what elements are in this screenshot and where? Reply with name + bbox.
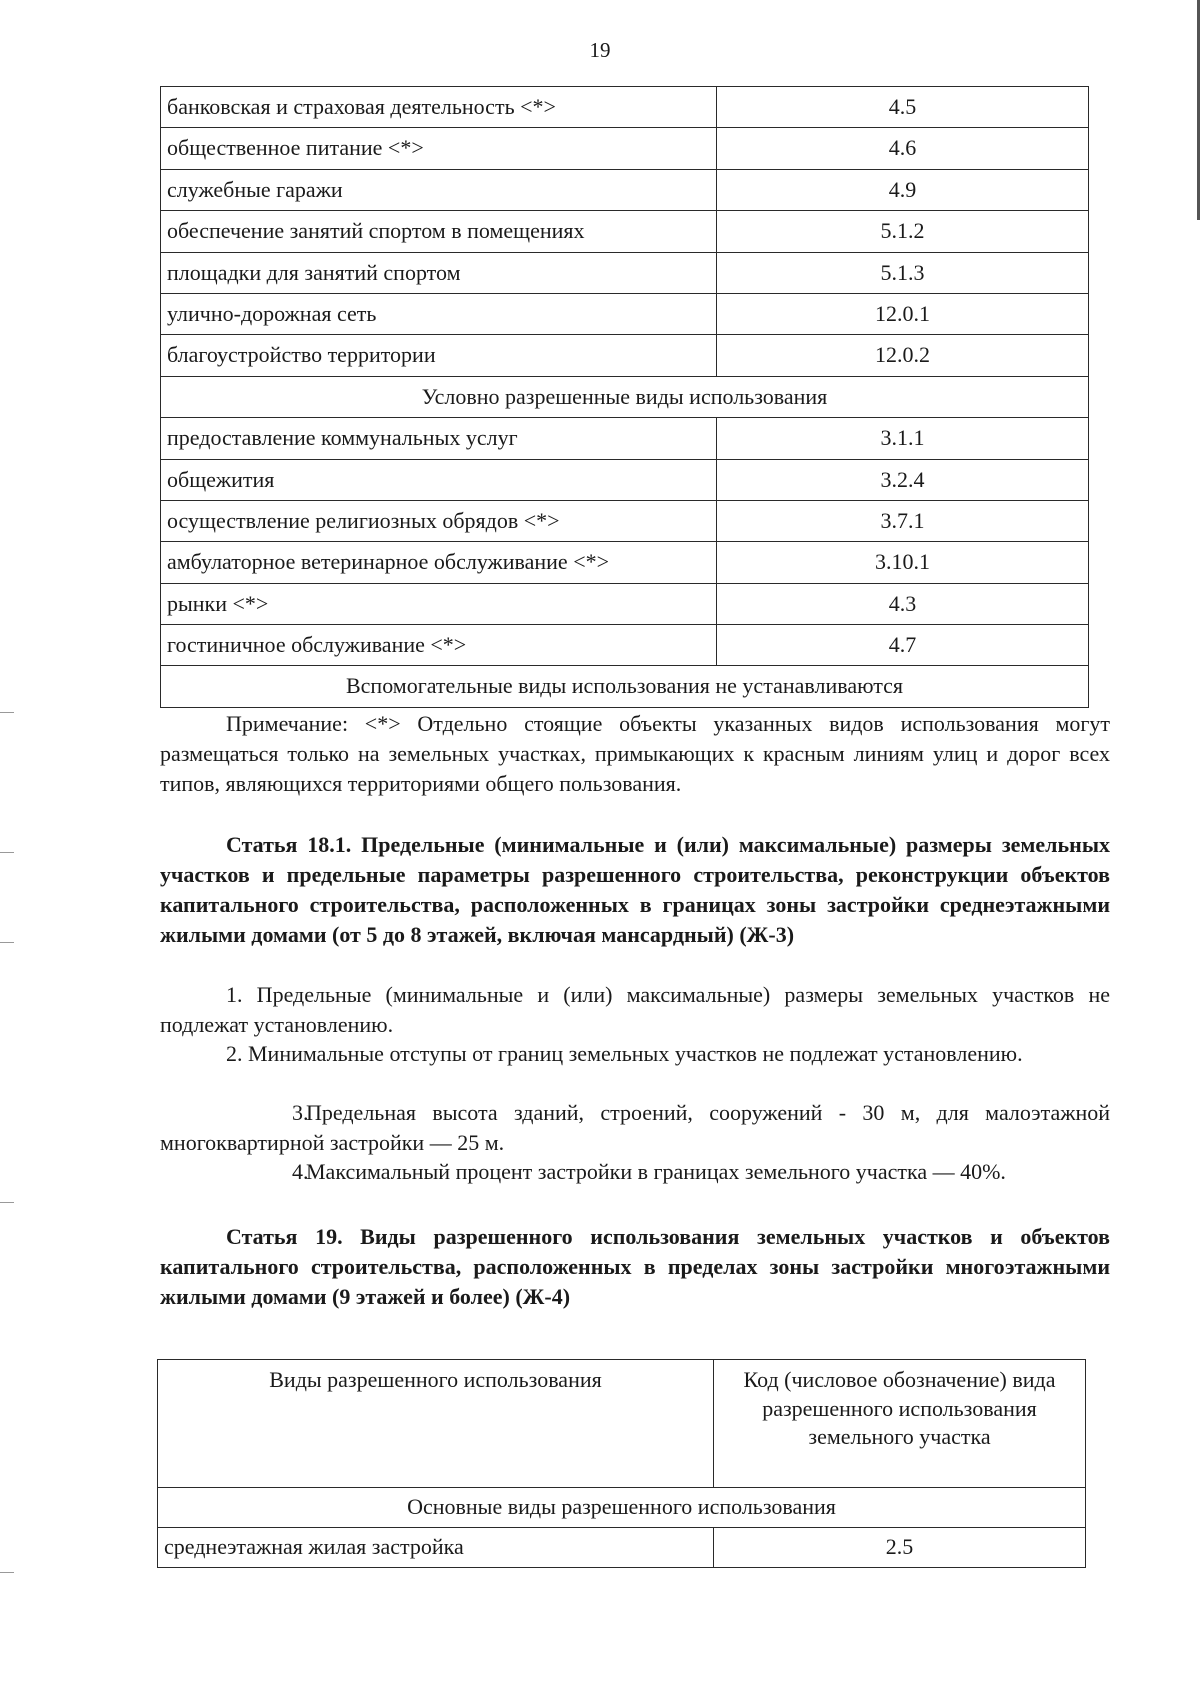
item-number: 4. bbox=[292, 1159, 309, 1184]
scan-edge-mark bbox=[0, 852, 14, 853]
main-uses-header: Основные виды разрешенного использования bbox=[158, 1488, 1086, 1528]
use-name: амбулаторное ветеринарное обслуживание <*> bbox=[161, 542, 717, 583]
scan-edge-mark bbox=[0, 1202, 14, 1203]
table-row bbox=[161, 542, 1089, 583]
table-row bbox=[161, 335, 1089, 376]
page-number: 19 bbox=[589, 38, 611, 62]
table-row bbox=[161, 500, 1089, 541]
use-code: 12.0.1 bbox=[717, 293, 1089, 334]
scan-edge-mark bbox=[0, 942, 14, 943]
article-18-1-item-1: 1. Предельные (минимальные и (или) максимальные) размеры земельных участков не подлежат установлению. bbox=[160, 982, 1110, 1037]
use-name: обеспечение занятий спортом в помещениях bbox=[161, 211, 717, 252]
use-name: служебные гаражи bbox=[161, 169, 717, 210]
table-row bbox=[161, 583, 1089, 624]
use-code: 4.5 bbox=[717, 87, 1089, 128]
table-row bbox=[161, 293, 1089, 334]
table-row bbox=[161, 87, 1089, 128]
use-code: 3.10.1 bbox=[717, 542, 1089, 583]
item-text: Максимальный процент застройки в границах земельного участка — 40%. bbox=[306, 1159, 1006, 1184]
land-use-table bbox=[160, 86, 1089, 708]
table-row bbox=[161, 128, 1089, 169]
article-18-1-item-2: 2. Минимальные отступы от границ земельных участков не подлежат установлению. bbox=[226, 1041, 1023, 1066]
section-header-row bbox=[158, 1488, 1086, 1528]
article-18-1-item-4 bbox=[160, 1157, 1110, 1187]
section-footer-row bbox=[161, 666, 1089, 707]
use-name: площадки для занятий спортом bbox=[161, 252, 717, 293]
use-name: среднеэтажная жилая застройка bbox=[158, 1528, 714, 1568]
table-row bbox=[161, 418, 1089, 459]
use-name: банковская и страховая деятельность <*> bbox=[161, 87, 717, 128]
scan-edge-mark bbox=[0, 712, 14, 713]
column-header-code: Код (числовое обозначение) вида разрешенного использования земельного участка bbox=[714, 1360, 1086, 1488]
use-code: 4.7 bbox=[717, 625, 1089, 666]
item-number: 3. bbox=[292, 1100, 309, 1125]
use-name: благоустройство территории bbox=[161, 335, 717, 376]
use-code: 5.1.3 bbox=[717, 252, 1089, 293]
table-row bbox=[161, 169, 1089, 210]
use-code: 2.5 bbox=[714, 1528, 1086, 1568]
table-header-row bbox=[158, 1360, 1086, 1488]
scan-edge-mark bbox=[0, 1572, 14, 1573]
use-code: 4.6 bbox=[717, 128, 1089, 169]
article-18-1-heading: Статья 18.1. Предельные (минимальные и (или) максимальные) размеры земельных участков и предельные параметры разрешенного строительства, реконструкции объектов капитального строительства, расположенных в границах зоны застройки среднеэтажными жилыми домами (от 5 до 8 этажей, включая мансардный) (Ж-3) bbox=[160, 832, 1110, 947]
table-row bbox=[161, 625, 1089, 666]
auxiliary-uses-note: Вспомогательные виды использования не устанавливаются bbox=[161, 666, 1089, 707]
section-header-row bbox=[161, 376, 1089, 417]
table-row bbox=[158, 1528, 1086, 1568]
use-name: гостиничное обслуживание <*> bbox=[161, 625, 717, 666]
use-code: 3.7.1 bbox=[717, 500, 1089, 541]
use-code: 4.9 bbox=[717, 169, 1089, 210]
table-row bbox=[161, 252, 1089, 293]
use-name: предоставление коммунальных услуг bbox=[161, 418, 717, 459]
use-code: 3.2.4 bbox=[717, 459, 1089, 500]
column-header-uses: Виды разрешенного использования bbox=[158, 1360, 714, 1488]
table-row bbox=[161, 211, 1089, 252]
use-name: общественное питание <*> bbox=[161, 128, 717, 169]
use-name: общежития bbox=[161, 459, 717, 500]
use-code: 5.1.2 bbox=[717, 211, 1089, 252]
article-18-1-item-3 bbox=[160, 1098, 1110, 1158]
table-note: Примечание: <*> Отдельно стоящие объекты указанных видов использования могут размещаться только на земельных участках, примыкающих к красным линиям улиц и дорог всех типов, являющихся территориями общего пользования. bbox=[160, 711, 1110, 796]
use-code: 12.0.2 bbox=[717, 335, 1089, 376]
use-name: улично-дорожная сеть bbox=[161, 293, 717, 334]
zh4-land-use-table bbox=[157, 1359, 1086, 1568]
use-code: 4.3 bbox=[717, 583, 1089, 624]
conditional-uses-header: Условно разрешенные виды использования bbox=[161, 376, 1089, 417]
use-name: осуществление религиозных обрядов <*> bbox=[161, 500, 717, 541]
article-19-heading: Статья 19. Виды разрешенного использования земельных участков и объектов капитального строительства, расположенных в пределах зоны застройки многоэтажными жилыми домами (9 этажей и более) (Ж-4) bbox=[160, 1224, 1110, 1309]
table-row bbox=[161, 459, 1089, 500]
use-code: 3.1.1 bbox=[717, 418, 1089, 459]
use-name: рынки <*> bbox=[161, 583, 717, 624]
item-text: Предельная высота зданий, строений, сооружений - 30 м, для малоэтажной многоквартирной застройки — 25 м. bbox=[160, 1100, 1110, 1155]
